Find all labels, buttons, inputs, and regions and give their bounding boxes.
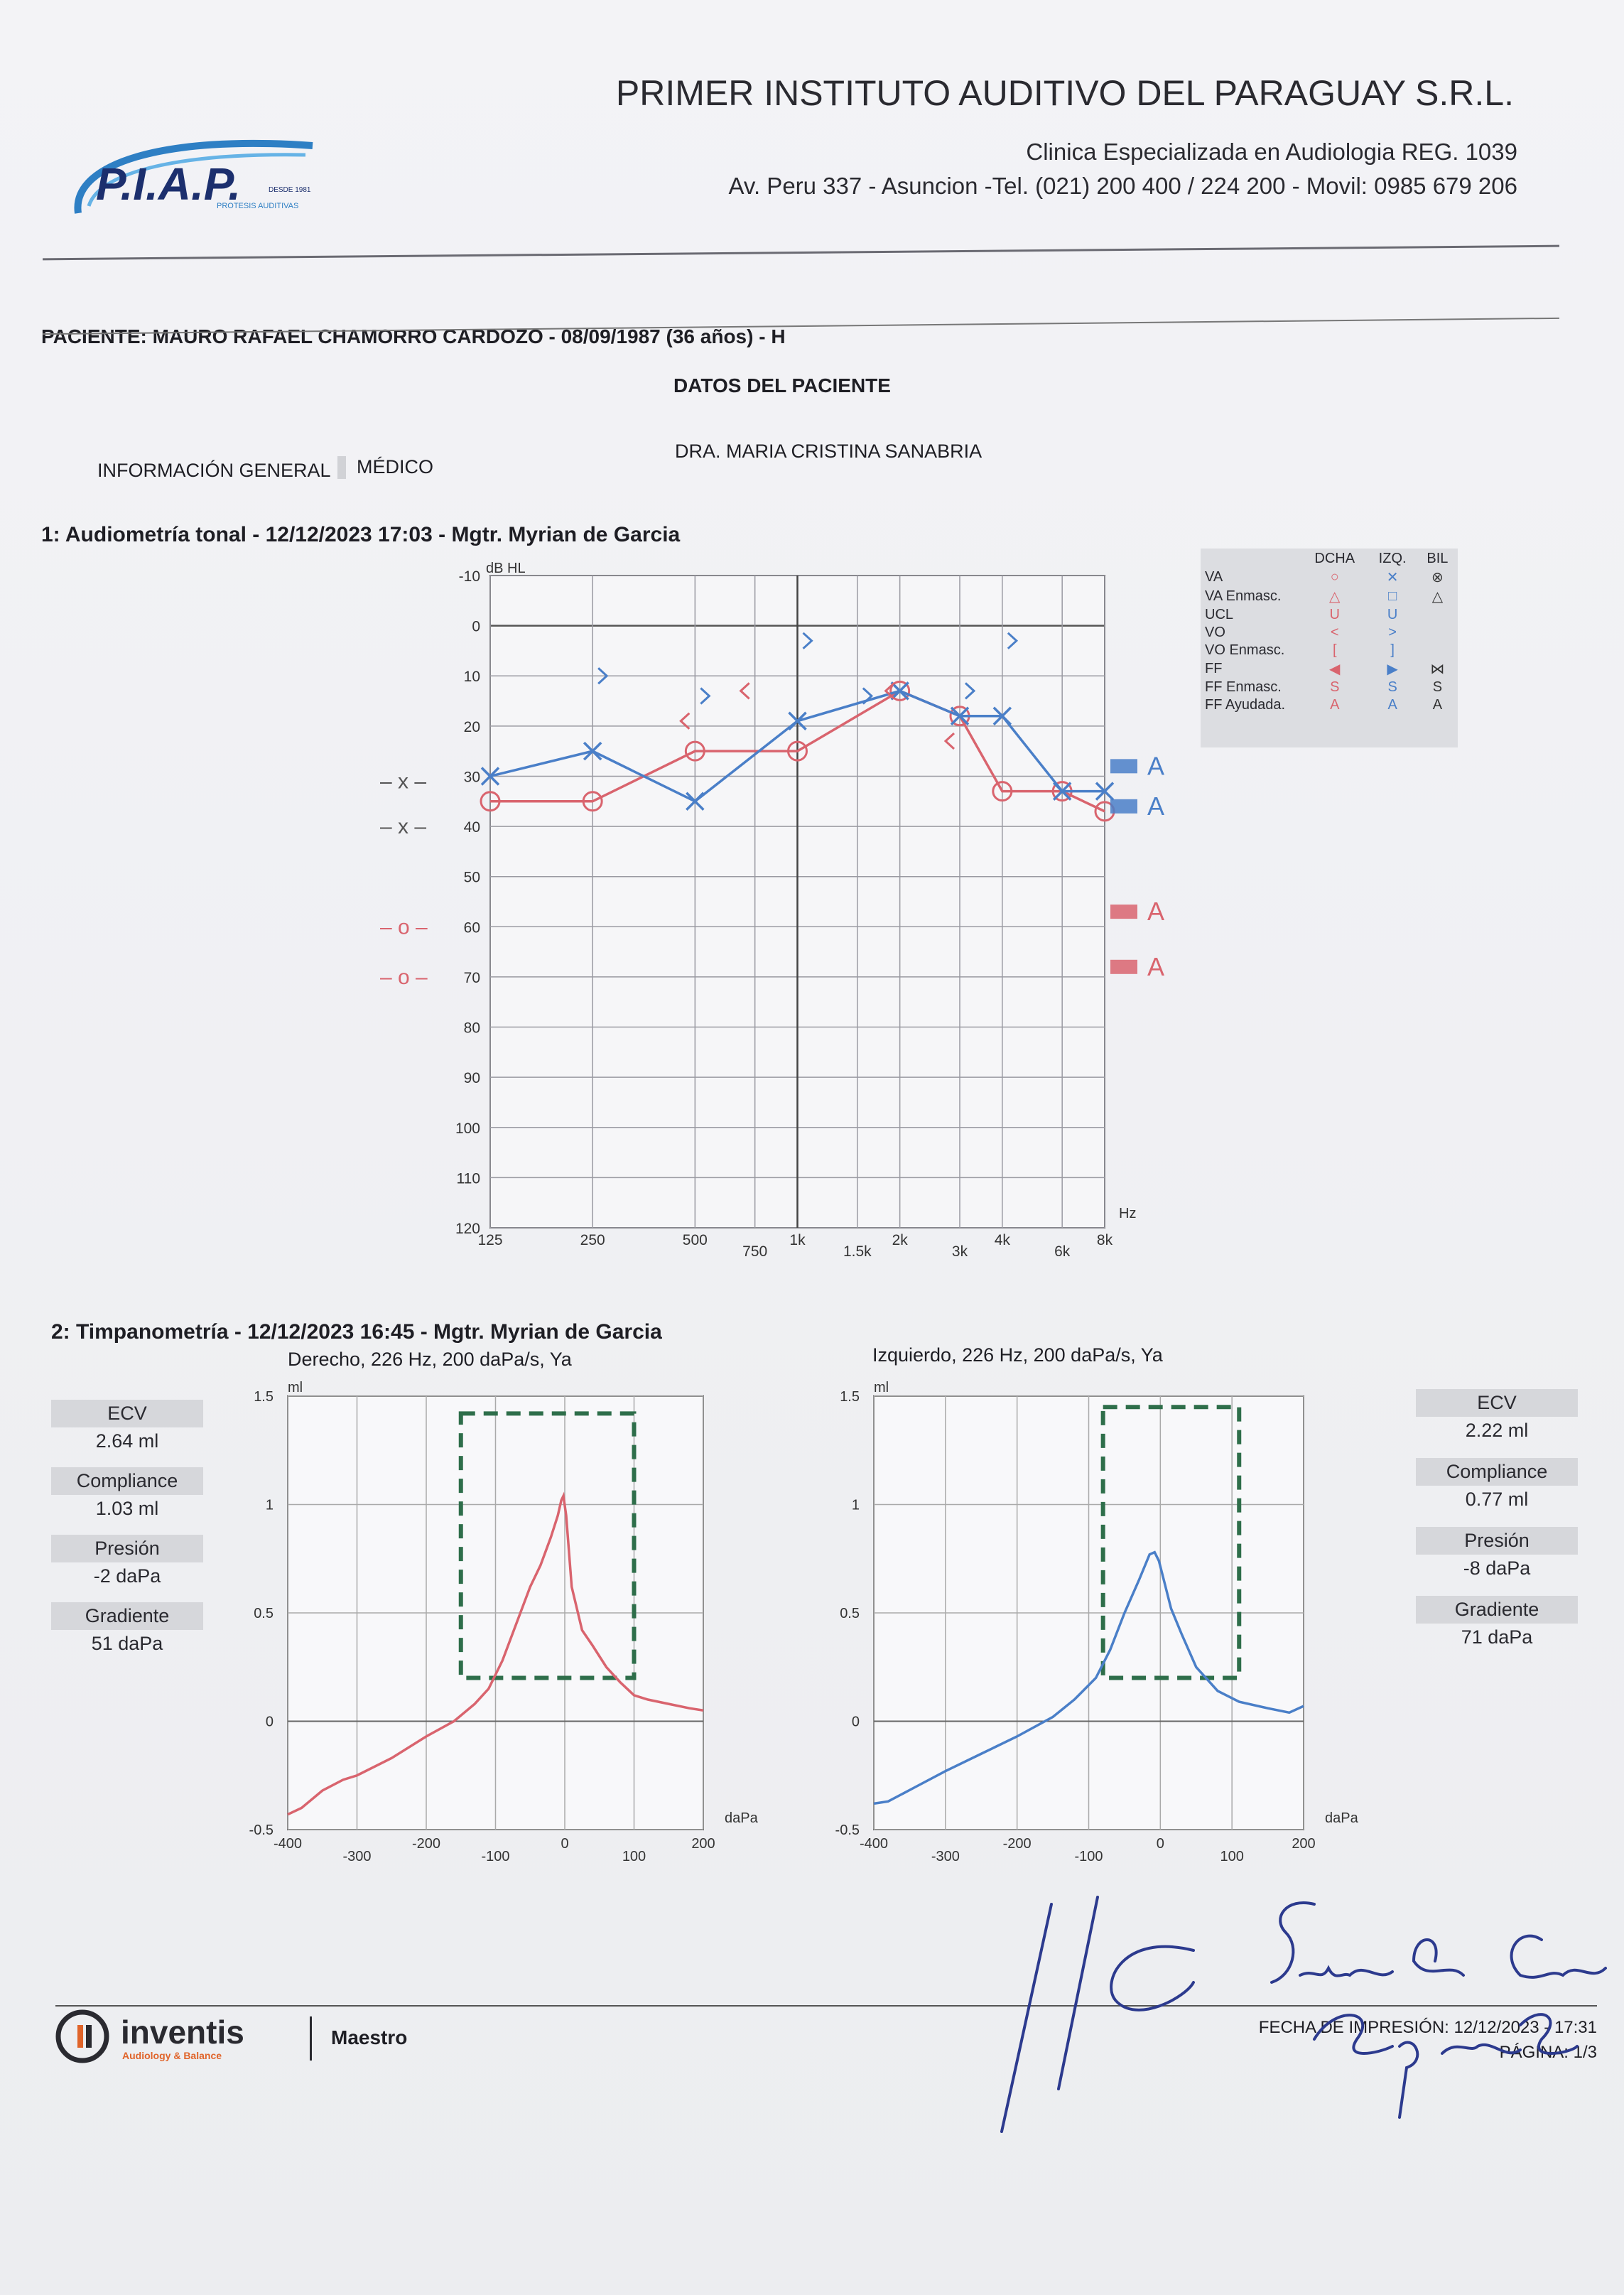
legend-sym-bil: ⋈ bbox=[1430, 662, 1445, 677]
handwritten-a-mark: A bbox=[1147, 951, 1165, 981]
tymp-x-tick-label: -100 bbox=[481, 1849, 510, 1864]
legend-sym-bil bbox=[1417, 642, 1458, 659]
inventis-logo-icon bbox=[54, 2008, 111, 2065]
handwritten-o-mark: – o – bbox=[380, 965, 428, 989]
tymp-y-unit: ml bbox=[288, 1380, 303, 1395]
tymp-x-tick-label: -100 bbox=[1074, 1849, 1103, 1864]
left-ecv-label: ECV bbox=[1416, 1389, 1578, 1417]
legend-row-label: VO Enmasc. bbox=[1205, 642, 1285, 658]
legend-sym-right: △ bbox=[1329, 589, 1341, 605]
logo-text: P.I.A.P. bbox=[96, 158, 241, 210]
legend-header-left: IZQ. bbox=[1378, 551, 1407, 566]
tymp-x-tick-label: -200 bbox=[411, 1836, 441, 1852]
x-tick-label: 6k bbox=[1054, 1243, 1071, 1260]
tympanometry-title: 2: Timpanometría - 12/12/2023 16:45 - Mgtr. Myrian de Garcia bbox=[51, 1320, 662, 1344]
patient-line: PACIENTE: MAURO RAFAEL CHAMORRO CARDOZO - 08/09/1987 (36 años) - H bbox=[41, 325, 786, 347]
legend-row-label: VA Enmasc. bbox=[1205, 588, 1282, 604]
right-compliance bbox=[51, 1467, 203, 1523]
institute-name: PRIMER INSTITUTO AUDITIVO DEL PARAGUAY S.R.L. bbox=[615, 73, 1514, 113]
legend-sym-right: U bbox=[1329, 607, 1340, 622]
legend-header-bil: BIL bbox=[1427, 551, 1449, 566]
footer-separator bbox=[310, 2016, 312, 2061]
legend-sym-right: < bbox=[1330, 625, 1339, 640]
tymp-x-tick-label: 100 bbox=[622, 1849, 646, 1864]
legend-sym-left: ] bbox=[1390, 642, 1395, 658]
right-presion-value: -2 daPa bbox=[93, 1565, 161, 1587]
handwritten-x-mark: – x – bbox=[380, 770, 427, 794]
left-gradiente-value: 71 daPa bbox=[1461, 1626, 1533, 1648]
legend-row-label: VA bbox=[1205, 569, 1223, 585]
tymp-left-chart bbox=[828, 1375, 1396, 1901]
right-ecv bbox=[51, 1400, 203, 1455]
tymp-right-chart bbox=[242, 1375, 796, 1901]
x-tick-label: 1k bbox=[789, 1232, 806, 1248]
handwritten-a-mark: A bbox=[1147, 791, 1165, 821]
tymp-y-tick-label: -0.5 bbox=[249, 1822, 274, 1838]
handwritten-x-mark: – x – bbox=[380, 815, 427, 839]
tymp-left-title: Izquierdo, 226 Hz, 200 daPa/s, Ya bbox=[872, 1344, 1163, 1366]
y-tick-label: 10 bbox=[463, 669, 480, 686]
handwritten-flag-mark bbox=[1110, 759, 1137, 773]
left-compliance-label: Compliance bbox=[1416, 1458, 1578, 1486]
y-tick-label: -10 bbox=[458, 568, 480, 585]
y-tick-label: 70 bbox=[463, 969, 480, 986]
right-compliance-label: Compliance bbox=[51, 1467, 203, 1495]
left-ecv bbox=[1416, 1389, 1578, 1444]
medico-label: MÉDICO bbox=[357, 456, 433, 477]
handwritten-flag-mark bbox=[1110, 960, 1137, 974]
page-number: PÁGINA: 1/3 bbox=[1499, 2043, 1597, 2062]
tymp-y-tick-label: 0 bbox=[265, 1714, 274, 1730]
handwritten-a-mark: A bbox=[1147, 897, 1165, 927]
legend-sym-left: A bbox=[1387, 697, 1397, 713]
inventis-sub: Audiology & Balance bbox=[122, 2050, 222, 2061]
tymp-y-unit: ml bbox=[874, 1380, 889, 1395]
legend-row-label: FF Enmasc. bbox=[1205, 679, 1282, 695]
y-tick-label: 30 bbox=[463, 769, 480, 786]
y-tick-label: 80 bbox=[463, 1020, 480, 1037]
legend-sym-bil: ⊗ bbox=[1431, 570, 1444, 585]
legend-sym-left: U bbox=[1387, 607, 1398, 622]
left-presion-label: Presión bbox=[1416, 1527, 1578, 1555]
handwritten-a-mark: A bbox=[1147, 751, 1165, 781]
legend-sym-right: ○ bbox=[1330, 569, 1339, 585]
tymp-y-tick-label: 0 bbox=[851, 1714, 860, 1730]
y-tick-label: 50 bbox=[463, 869, 480, 886]
tymp-x-tick-label: -400 bbox=[859, 1836, 889, 1852]
tymp-x-tick-label: 0 bbox=[1156, 1836, 1164, 1852]
x-tick-label: 2k bbox=[892, 1232, 908, 1248]
legend-sym-left: S bbox=[1387, 679, 1397, 695]
logo-sub: PROTESIS AUDITIVAS bbox=[217, 202, 299, 210]
handwritten-flag-mark bbox=[1110, 904, 1137, 919]
legend-row-label: VO bbox=[1205, 625, 1225, 640]
right-gradiente-label: Gradiente bbox=[51, 1602, 203, 1630]
legend-row-label: UCL bbox=[1205, 607, 1234, 622]
y-tick-label: 100 bbox=[455, 1120, 480, 1137]
inventis-brand: inventis bbox=[121, 2014, 244, 2051]
legend-sym-right: ◀ bbox=[1329, 662, 1341, 677]
tymp-x-tick-label: -300 bbox=[931, 1849, 960, 1864]
handwritten-flag-mark bbox=[1110, 799, 1137, 814]
tymp-x-tick-label: 200 bbox=[691, 1836, 715, 1852]
tymp-y-tick-label: -0.5 bbox=[835, 1822, 860, 1838]
x-tick-label: 8k bbox=[1096, 1232, 1113, 1248]
left-presion-value: -8 daPa bbox=[1463, 1557, 1531, 1579]
audiometry-title: 1: Audiometría tonal - 12/12/2023 17:03 - Mgtr. Myrian de Garcia bbox=[41, 523, 681, 546]
legend-sym-bil bbox=[1417, 606, 1458, 624]
tymp-x-tick-label: 200 bbox=[1292, 1836, 1316, 1852]
x-tick-label: 3k bbox=[951, 1243, 968, 1260]
y-tick-label: 90 bbox=[463, 1070, 480, 1087]
left-compliance-value: 0.77 ml bbox=[1465, 1489, 1529, 1510]
legend-header-right: DCHA bbox=[1314, 551, 1355, 566]
right-gradiente bbox=[51, 1602, 203, 1658]
x-tick-label: 250 bbox=[580, 1232, 605, 1248]
right-compliance-value: 1.03 ml bbox=[95, 1498, 159, 1519]
right-presion bbox=[51, 1535, 203, 1590]
legend-sym-bil: S bbox=[1432, 679, 1443, 695]
y-unit-label: dB HL bbox=[486, 561, 526, 576]
logo-since: DESDE 1981 bbox=[269, 186, 311, 194]
y-tick-label: 120 bbox=[455, 1221, 480, 1237]
legend-row-label: FF bbox=[1205, 661, 1223, 676]
legend-sym-bil bbox=[1417, 624, 1458, 642]
right-gradiente-value: 51 daPa bbox=[91, 1633, 163, 1654]
audiogram-chart bbox=[369, 554, 1208, 1279]
right-ecv-value: 2.64 ml bbox=[95, 1430, 159, 1452]
legend-sym-left: □ bbox=[1388, 588, 1397, 604]
tymp-x-tick-label: 0 bbox=[561, 1836, 569, 1852]
tymp-right-title: Derecho, 226 Hz, 200 daPa/s, Ya bbox=[288, 1349, 572, 1370]
x-tick-label: 4k bbox=[994, 1232, 1010, 1248]
left-compliance bbox=[1416, 1458, 1578, 1513]
left-presion bbox=[1416, 1527, 1578, 1582]
symbol-legend bbox=[1201, 549, 1458, 747]
handwritten-signature bbox=[980, 1876, 1620, 2146]
x-tick-label: 500 bbox=[682, 1232, 708, 1248]
tymp-y-tick-label: 0.5 bbox=[840, 1606, 860, 1621]
tymp-x-unit: daPa bbox=[725, 1810, 758, 1826]
y-tick-label: 110 bbox=[456, 1170, 480, 1187]
right-presion-label: Presión bbox=[51, 1535, 203, 1562]
legend-sym-left: > bbox=[1388, 625, 1397, 640]
legend-sym-right: [ bbox=[1332, 642, 1337, 658]
legend-sym-right: S bbox=[1330, 679, 1340, 695]
legend-sym-bil: △ bbox=[1431, 589, 1444, 605]
header-divider bbox=[43, 245, 1559, 261]
legend-sym-right: A bbox=[1330, 697, 1340, 713]
legend-sym-left: ✕ bbox=[1386, 570, 1399, 585]
medico-marker bbox=[337, 456, 346, 479]
y-tick-label: 40 bbox=[463, 819, 480, 836]
left-gradiente-label: Gradiente bbox=[1416, 1596, 1578, 1624]
tymp-x-tick-label: -400 bbox=[273, 1836, 303, 1852]
tymp-x-tick-label: -300 bbox=[342, 1849, 372, 1864]
left-ecv-value: 2.22 ml bbox=[1465, 1420, 1529, 1441]
tymp-y-tick-label: 1.5 bbox=[840, 1389, 860, 1405]
product-name: Maestro bbox=[331, 2026, 408, 2048]
section-title: DATOS DEL PACIENTE bbox=[673, 374, 891, 396]
tymp-y-tick-label: 1 bbox=[265, 1497, 274, 1513]
right-ecv-label: ECV bbox=[51, 1400, 203, 1427]
tymp-x-tick-label: -200 bbox=[1002, 1836, 1032, 1852]
x-tick-label: 1.5k bbox=[843, 1243, 872, 1260]
print-date: FECHA DE IMPRESIÓN: 12/12/2023 - 17:31 bbox=[1258, 2018, 1597, 2037]
tymp-y-tick-label: 1.5 bbox=[254, 1389, 274, 1405]
tymp-y-tick-label: 0.5 bbox=[254, 1606, 274, 1621]
clinic-address: Av. Peru 337 - Asuncion -Tel. (021) 200 400 / 224 200 - Movil: 0985 679 206 bbox=[728, 173, 1517, 199]
x-tick-label: 750 bbox=[742, 1243, 768, 1260]
legend-row-label: FF Ayudada. bbox=[1205, 697, 1286, 713]
info-general-label: INFORMACIÓN GENERAL bbox=[97, 460, 331, 481]
y-tick-label: 0 bbox=[472, 618, 480, 635]
tymp-x-tick-label: 100 bbox=[1220, 1849, 1244, 1864]
handwritten-o-mark: – o – bbox=[380, 915, 428, 939]
y-tick-label: 20 bbox=[463, 718, 480, 735]
doctor-name: DRA. MARIA CRISTINA SANABRIA bbox=[675, 441, 982, 462]
tymp-x-unit: daPa bbox=[1325, 1810, 1358, 1826]
legend-sym-left: ▶ bbox=[1387, 662, 1398, 677]
clinic-reg: Clinica Especializada en Audiologia REG. 1039 bbox=[1026, 139, 1517, 165]
left-gradiente bbox=[1416, 1596, 1578, 1651]
tymp-y-tick-label: 1 bbox=[851, 1497, 860, 1513]
x-tick-label: 125 bbox=[477, 1232, 503, 1248]
y-tick-label: 60 bbox=[463, 919, 480, 936]
legend-sym-bil: A bbox=[1432, 697, 1443, 713]
x-unit-label: Hz bbox=[1119, 1206, 1137, 1221]
